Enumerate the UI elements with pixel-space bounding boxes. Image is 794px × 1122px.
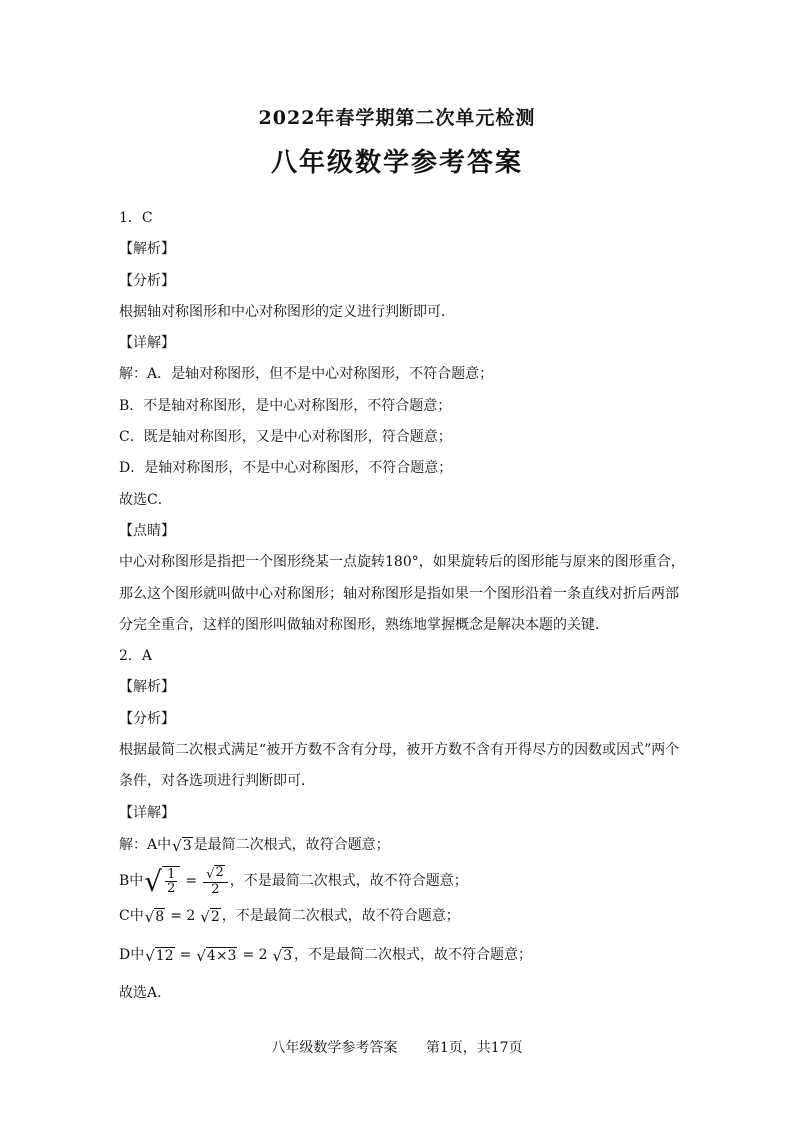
sqrt-symbol: √ 2 bbox=[206, 865, 224, 883]
q2-b-prefix: B中 bbox=[119, 872, 144, 889]
q2-c-result: 2 bbox=[210, 908, 220, 925]
q2-c-prefix: C中 bbox=[119, 907, 144, 924]
q2-xiangjie: 【详解】 bbox=[119, 804, 175, 821]
sqrt-symbol: √ 8 bbox=[144, 907, 165, 926]
q1-option-b: B．不是轴对称图形，是中心对称图形，不符合题意； bbox=[119, 397, 452, 414]
footer-doc-name: 八年级数学参考答案 bbox=[271, 1040, 398, 1056]
q2-option-b bbox=[119, 862, 679, 900]
fraction-result bbox=[203, 865, 228, 896]
q1-jiexi: 【解析】 bbox=[119, 241, 175, 258]
q1-option-c: C．既是轴对称图形，又是中心对称图形，符合题意； bbox=[119, 429, 452, 446]
q2-fenxi-line2: 条件，对各选项进行判断即可． bbox=[119, 773, 315, 790]
q2-fenxi: 【分析】 bbox=[119, 710, 175, 727]
q2-b-suffix: ，不是最简二次根式，故不符合题意； bbox=[229, 872, 468, 889]
q2-a-prefix: 解：A中 bbox=[119, 836, 172, 853]
q2-d-radicand: 12 bbox=[155, 947, 174, 964]
q2-c-radicand: 8 bbox=[155, 908, 165, 925]
q2-a-radicand: 3 bbox=[182, 837, 192, 854]
q2-d-suffix: ，不是最简二次根式，故不符合题意； bbox=[294, 946, 533, 963]
q2-d-mid: 4×3 bbox=[206, 947, 237, 964]
q1-option-a: 解：A．是轴对称图形，但不是中心对称图形，不符合题意； bbox=[119, 366, 494, 383]
sqrt-symbol: √ 4×3 bbox=[196, 946, 237, 965]
q1-fenxi-text: 根据轴对称图形和中心对称图形的定义进行判断即可． bbox=[119, 303, 455, 320]
q2-option-c bbox=[119, 900, 679, 933]
sqrt-symbol: √ 3 bbox=[172, 836, 192, 855]
q1-dianjing: 【点睛】 bbox=[119, 522, 175, 539]
q2-b-num: 1 bbox=[167, 866, 176, 882]
q2-jiexi: 【解析】 bbox=[119, 679, 175, 696]
q1-option-d: D．是轴对称图形，不是中心对称图形，不符合题意； bbox=[119, 460, 453, 477]
q2-d-eq2: = 2 bbox=[242, 946, 268, 963]
answer-key-title: 八年级数学参考答案 bbox=[270, 148, 523, 178]
q2-c-eq: = 2 bbox=[170, 907, 196, 924]
q1-dianjing-line1: 中心对称图形是指把一个图形绕某一点旋转180°，如果旋转后的图形能与原来的图形重合， bbox=[119, 554, 685, 571]
q1-dianjing-line2: 那么这个图形就叫做中心对称图形；轴对称图形是指如果一个图形沿着一条直线对折后两部 bbox=[119, 585, 679, 602]
sqrt-symbol: √ 12 bbox=[145, 946, 174, 965]
q2-conclusion: 故选A． bbox=[119, 984, 172, 1001]
q2-a-suffix: 是最简二次根式，故符合题意； bbox=[193, 836, 390, 853]
q2-number: 2．A bbox=[119, 648, 153, 665]
sqrt-symbol: √ 2 bbox=[200, 907, 220, 926]
q2-option-a bbox=[119, 829, 679, 862]
q2-c-suffix: ，不是最简二次根式，故不符合题意； bbox=[221, 907, 460, 924]
q1-dianjing-line3: 分完全重合，这样的图形叫做轴对称图形，熟练地掌握概念是解决本题的关键． bbox=[119, 616, 609, 633]
q1-number: 1．C bbox=[119, 210, 153, 226]
sqrt-symbol: √ 3 bbox=[272, 946, 293, 965]
exam-title: 2022年春学期第二次单元检测 bbox=[258, 107, 536, 129]
q1-conclusion: 故选C． bbox=[119, 491, 172, 508]
q2-fenxi-line1: 根据最简二次根式满足“被开方数不含有分母，被开方数不含有开得尽方的因数或因式”两个 bbox=[119, 742, 680, 759]
q2-d-prefix: D中 bbox=[119, 946, 145, 963]
q2-b-rden: 2 bbox=[211, 881, 220, 897]
answer-content bbox=[119, 203, 685, 1009]
q2-d-eq1: = bbox=[179, 946, 192, 963]
q2-b-eq: = bbox=[185, 872, 198, 889]
q1-xiangjie: 【详解】 bbox=[119, 335, 175, 352]
q2-b-rnum: 2 bbox=[215, 865, 224, 881]
q1-fenxi: 【分析】 bbox=[119, 272, 175, 289]
sqrt-fraction: √ $\frac{1}{2}$ bbox=[144, 866, 180, 896]
q2-option-d bbox=[119, 933, 679, 978]
q2-d-result: 3 bbox=[283, 947, 293, 964]
q2-b-den: 2 bbox=[167, 881, 176, 897]
page-footer bbox=[0, 1037, 794, 1057]
footer-page-number: 第1页，共17页 bbox=[425, 1040, 523, 1056]
